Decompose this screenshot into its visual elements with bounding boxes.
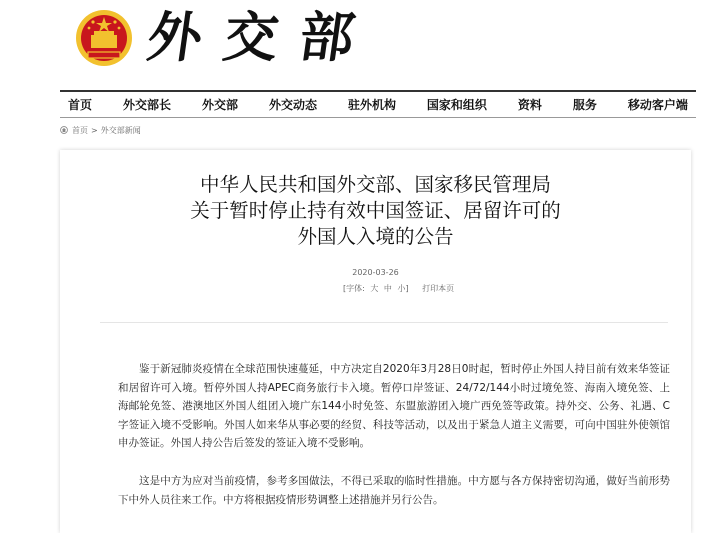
nav-item-missions[interactable]: 驻外机构 [347,98,396,112]
nav-item-mobile-client[interactable]: 移动客户端 [627,98,688,112]
nav-item-ministry[interactable]: 外交部 [201,98,238,112]
nav-item-news[interactable]: 外交动态 [268,98,317,112]
main-nav [60,90,696,118]
breadcrumb-home-link[interactable]: 首页 [72,125,88,135]
article-title-line-1: 中华人民共和国外交部、国家移民管理局 [199,173,551,196]
nav-item-resources[interactable]: 资料 [517,98,542,112]
article-date: 2020-03-26 [352,268,399,277]
breadcrumb-separator: > [91,125,98,135]
article-card [60,150,691,533]
article-title [60,172,691,250]
article-title-line-2: 关于暂时停止持有效中国签证、居留许可的 [190,199,561,222]
nav-item-minister[interactable]: 外交部长 [122,98,171,112]
nav-item-home[interactable]: 首页 [68,98,93,112]
print-page-link[interactable]: 打印本页 [422,284,455,293]
font-size-label: [字体: [343,284,365,293]
font-size-small-link[interactable]: 小] [397,284,409,293]
site-brand-calligraphy[interactable]: 外交部 [143,5,381,69]
article-divider [100,322,668,323]
site-header [0,0,711,84]
home-icon [60,126,68,134]
font-size-medium-link[interactable]: 中 [383,284,392,293]
article-title-line-3: 外国人入境的公告 [297,225,454,248]
nav-item-services[interactable]: 服务 [572,98,597,112]
breadcrumb-current[interactable]: 外交部新闻 [100,125,141,135]
article-tools [343,283,457,294]
article-paragraph-1: 鉴于新冠肺炎疫情在全球范围快速蔓延，中方决定自2020年3月28日0时起，暂时停止外国人持目前有效来华签证和居留许可入境。暂停外国人持APEC商务旅行卡入境。暂停口岸签证、24/72/144小时过境免签、海南入境免签、上海邮轮免签、港澳地区外国人组团入境广东144小时免签、东盟旅游团入境广西免签等政策。持外交、公务、礼遇、C字签证入境不受影响。外国人如来华从事必要的经贸、科技等活动，以及出于紧急人道主义需要，可向中国驻外使领馆申办签证。外国人持公告后签发的签证入境不受影响。 [118,363,670,449]
national-emblem-icon[interactable] [74,8,134,68]
nav-item-countries[interactable]: 国家和组织 [426,98,487,112]
font-size-large-link[interactable]: 大 [370,284,379,293]
article-paragraph-2: 这是中方为应对当前疫情，参考多国做法，不得已采取的临时性措施。中方愿与各方保持密切沟通，做好当前形势下中外人员往来工作。中方将根据疫情形势调整上述措施并另行公告。 [118,475,670,506]
breadcrumb [60,123,144,137]
